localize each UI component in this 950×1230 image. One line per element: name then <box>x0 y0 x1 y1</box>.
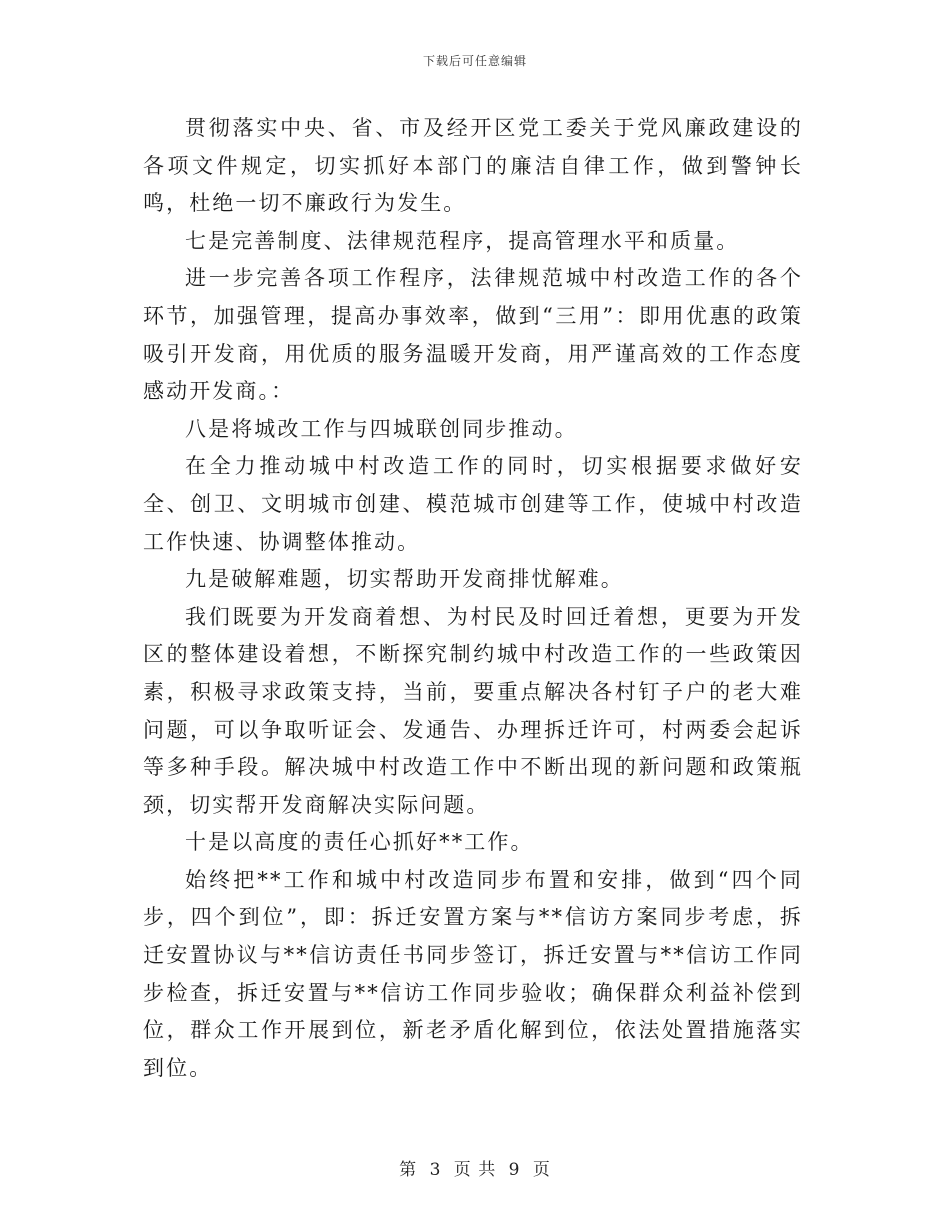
section-heading: 十是以高度的责任心抓好**工作。 <box>185 830 534 855</box>
section-heading: 八是将城改工作与四城联创同步推动。 <box>185 416 578 441</box>
total-pages-number: 9 <box>508 1160 521 1180</box>
paragraph: 始终把**工作和城中村改造同步布置和安排，做到“四个同步，四个到位”，即：拆迁安置方案与**信访方案同步考虑，拆迁安置协议与**信访责任书同步签订，拆迁安置与**信访工作同步检查，拆迁安置与**信访工作同步验收；确保群众利益补偿到位，群众工作开展到位，新老矛盾化解到位，依法处置措施落实到位。 <box>143 867 803 1080</box>
document-body <box>143 110 803 1087</box>
page-footer <box>0 1155 950 1180</box>
paragraph: 我们既要为开发商着想、为村民及时回迁着想，更要为开发区的整体建设着想，不断探究制约城中村改造工作的一些政策因素，积极寻求政策支持，当前，要重点解决各村钉子户的老大难问题，可以争取听证会、发通告、办理拆迁许可，村两委会起诉等多种手段。解决城中村改造工作中不断出现的新问题和政策瓶颈，切实帮开发商解决实际问题。 <box>143 604 803 817</box>
paragraph: 进一步完善各项工作程序，法律规范城中村改造工作的各个环节，加强管理，提高办事效率，做到“三用”：即用优惠的政策吸引开发商，用优质的服务温暖开发商，用严谨高效的工作态度感动开发商。： <box>143 266 803 404</box>
footer-suffix: 页 <box>532 1160 551 1180</box>
paragraph: 在全力推动城中村改造工作的同时，切实根据要求做好安全、创卫、文明城市创建、模范城市创建等工作，使城中村改造工作快速、协调整体推动。 <box>143 454 803 554</box>
current-page-number: 3 <box>429 1160 442 1180</box>
footer-middle: 页 共 <box>453 1160 497 1180</box>
section-heading: 九是破解难题，切实帮助开发商排忧解难。 <box>185 567 624 592</box>
page-header: 下载后可任意编辑 <box>422 54 527 68</box>
section-heading: 七是完善制度、法律规范程序，提高管理水平和质量。 <box>185 228 740 253</box>
footer-prefix: 第 <box>399 1160 418 1180</box>
paragraph: 贯彻落实中央、省、市及经开区党工委关于党风廉政建设的各项文件规定，切实抓好本部门的廉洁自律工作，做到警钟长鸣，杜绝一切不廉政行为发生。 <box>143 116 803 216</box>
